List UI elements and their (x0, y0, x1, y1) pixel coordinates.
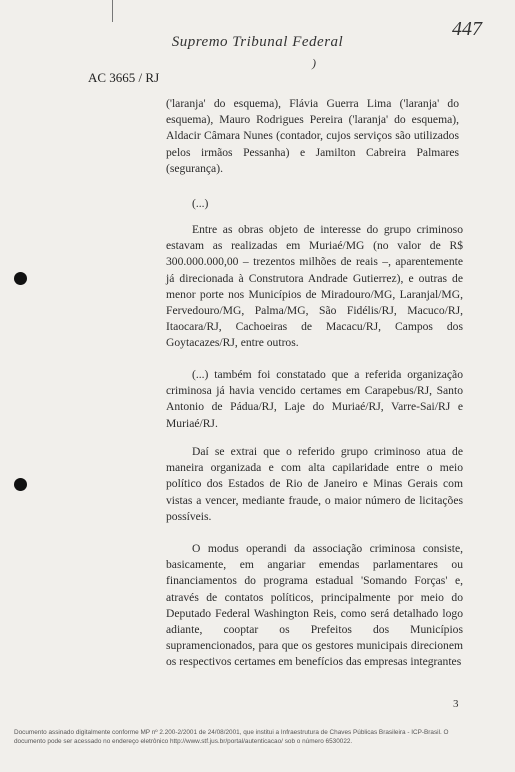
paragraph-text: Entre as obras objeto de interesse do grupo criminoso estavam as realizadas em Muriaé/MG (no valor de R$ 300.000.000,00 – trezentos milhões de reais –, aparentemente já direcionada à Construtora Andrade Gutierrez), e outras de menor porte nos Municípios de Miradouro/MG, Laranjal/MG, Fervedouro/MG, Palma/MG, São Fidélis/RJ, Macuco/RJ, Itaocara/RJ, Cachoeiras de Macacu/RJ, Campos dos Goytacazes/RJ, entre outros. (166, 223, 463, 350)
paragraph-continued-list (166, 96, 459, 177)
punch-hole-top (14, 272, 27, 285)
paragraph-modus-operandi (166, 541, 463, 671)
footer-line-2: documento pode ser acessado no endereço eletrônico http://www.stf.jus.br/portal/autenticacao/ sob o número 6530022. (14, 738, 353, 745)
paragraph-won-contracts (166, 367, 463, 432)
paragraph-ellipsis (166, 196, 459, 212)
paragraph-text: ('laranja' do esquema), Flávia Guerra Lima ('laranja' do esquema), Mauro Rodrigues Pereira ('laranja' do esquema), Aldacir Câmara Nunes (contador, cujos serviços são utilizados pelos irmãos Pessanha) e Jamilton Cabreira Palmares (segurança). (166, 97, 459, 175)
digital-signature-footer (14, 728, 504, 746)
scan-mark (112, 0, 113, 22)
case-identifier: AC 3665 / RJ (88, 70, 160, 85)
page-number: 3 (453, 698, 459, 710)
punch-hole-bottom (14, 478, 27, 491)
footer-line-1: Documento assinado digitalmente conforme MP nº 2.200-2/2001 de 24/08/2001, que institui a Infraestrutura de Chaves Públicas Brasileira - ICP-Brasil. O (14, 729, 449, 736)
paragraph-text: O modus operandi da associação criminosa consiste, basicamente, em angariar emendas parlamentares ou financiamentos do programa estadual 'Somando Forças' e, através de contatos políticos, principalmente por meio do Deputado Federal Washington Reis, como será detalhado logo adiante, cooptar os Prefeitos dos Municípios supramencionados, para que os gestores municipais direcionem os respectivos certames em benefícios das empresas integrantes (166, 542, 463, 669)
handwritten-mark: ) (312, 56, 316, 70)
court-header: Supremo Tribunal Federal (171, 34, 344, 50)
paragraph-text: (...) (192, 197, 209, 210)
paragraph-works-of-interest (166, 222, 463, 352)
handwritten-page-number: 447 (452, 18, 482, 40)
paragraph-text: Daí se extrai que o referido grupo criminoso atua de maneira organizada e com alta capilaridade entre o meio político dos Estados de Rio de Janeiro e Minas Gerais com vistas a vencer, mediante fraude, o maior número de licitações possíveis. (166, 445, 463, 523)
paragraph-organized-group (166, 444, 463, 525)
paragraph-text: (...) também foi constatado que a referida organização criminosa já havia vencido certames em Carapebus/RJ, Santo Antonio de Pádua/RJ, Laje do Muriaé/RJ, Varre-Sai/RJ e Muriaé/RJ. (166, 368, 463, 430)
